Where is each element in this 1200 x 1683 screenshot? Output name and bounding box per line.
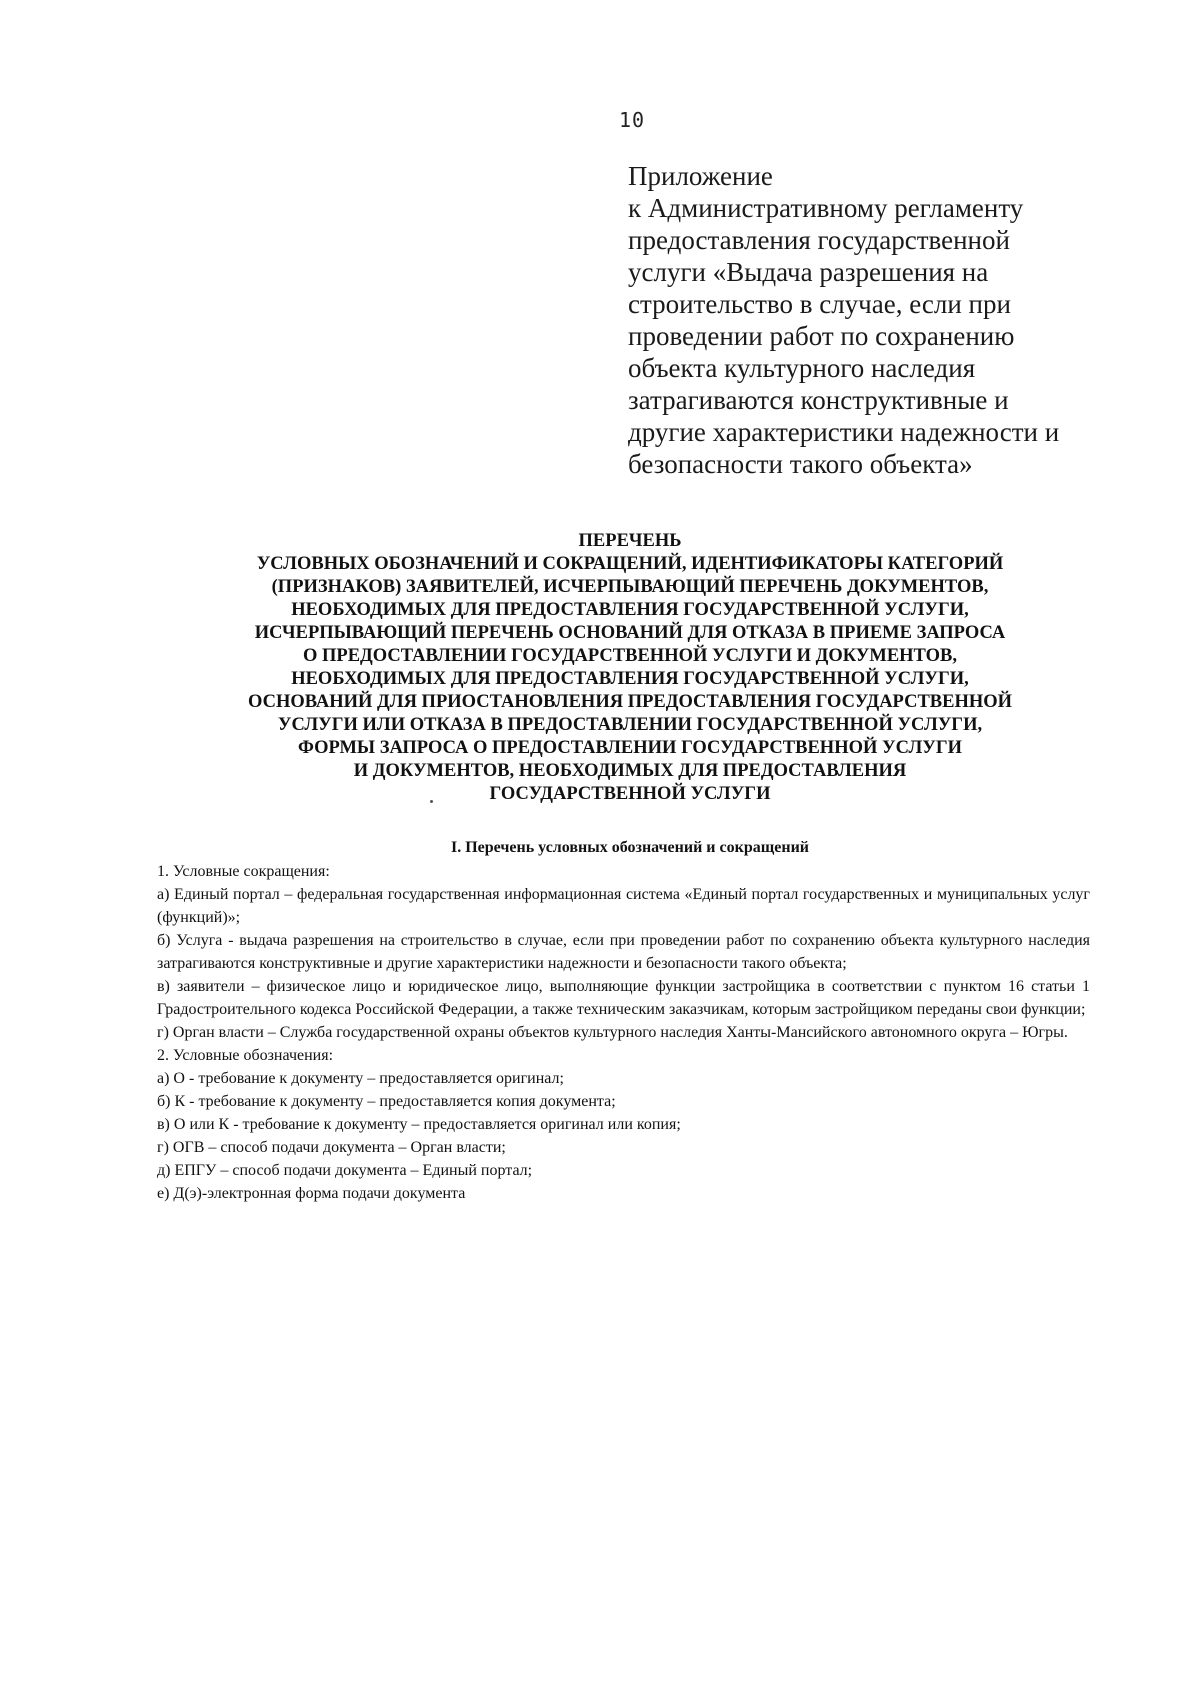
paragraph: б) Услуга - выдача разрешения на строительство в случае, если при проведении работ по сохранению объекта культурного наследия затрагиваются конструктивные и другие характеристики надежности и безопасности такого объекта; <box>157 932 1090 972</box>
paragraph: б) К - требование к документу – предоставляется копия документа; <box>157 1093 616 1110</box>
paragraph: а) О - требование к документу – предоставляется оригинал; <box>157 1070 564 1087</box>
appendix-line: к Административному регламенту <box>628 193 1024 223</box>
paragraph: в) О или К - требование к документу – предоставляется оригинал или копия; <box>157 1116 681 1133</box>
paragraph: в) заявители – физическое лицо и юридическое лицо, выполняющие функции застройщика в соответствии с пунктом 16 статьи 1 Градостроительного кодекса Российской Федерации, а также техническим заказчикам, которым застройщиком переданы свои функции; <box>157 978 1090 1018</box>
title-line: ОСНОВАНИЙ ДЛЯ ПРИОСТАНОВЛЕНИЯ ПРЕДОСТАВЛЕНИЯ ГОСУДАРСТВЕННОЙ <box>247 692 1013 712</box>
paragraph: а) Единый портал – федеральная государственная информационная система «Единый портал государственных и муниципальных услуг (функций)»; <box>157 886 1090 926</box>
document-title <box>150 530 1110 806</box>
paragraph: г) ОГВ – способ подачи документа – Орган власти; <box>157 1139 506 1156</box>
paragraph: г) Орган власти – Служба государственной охраны объектов культурного наследия Ханты-Мансийского автономного округа – Югры. <box>157 1024 1068 1041</box>
paragraph: е) Д(э)-электронная форма подачи документа <box>157 1185 466 1202</box>
title-line: ГОСУДАРСТВЕННОЙ УСЛУГИ <box>489 784 771 804</box>
scan-speck <box>430 800 433 803</box>
appendix-line: объекта культурного наследия <box>628 353 976 383</box>
paragraph: 2. Условные обозначения: <box>157 1047 334 1064</box>
title-line: О ПРЕДОСТАВЛЕНИИ ГОСУДАРСТВЕННОЙ УСЛУГИ И ДОКУМЕНТОВ, <box>302 646 958 666</box>
appendix-line: безопасности такого объекта» <box>628 449 973 479</box>
appendix-line: строительство в случае, если при <box>628 289 1011 319</box>
appendix-header <box>628 160 1098 480</box>
title-line: ПЕРЕЧЕНЬ <box>578 531 682 551</box>
title-line: УСЛУГИ ИЛИ ОТКАЗА В ПРЕДОСТАВЛЕНИИ ГОСУДАРСТВЕННОЙ УСЛУГИ, <box>277 715 983 735</box>
section-heading: I. Перечень условных обозначений и сокращений <box>451 839 809 856</box>
paragraph: д) ЕПГУ – способ подачи документа – Единый портал; <box>157 1162 533 1179</box>
document-body <box>157 860 1090 1205</box>
appendix-line: другие характеристики надежности и <box>628 417 1060 447</box>
appendix-line: проведении работ по сохранению <box>628 321 1015 351</box>
title-line: НЕОБХОДИМЫХ ДЛЯ ПРЕДОСТАВЛЕНИЯ ГОСУДАРСТВЕННОЙ УСЛУГИ, <box>291 600 969 620</box>
appendix-line: затрагиваются конструктивные и <box>628 385 1009 415</box>
appendix-line: Приложение <box>628 161 773 191</box>
title-line: И ДОКУМЕНТОВ, НЕОБХОДИМЫХ ДЛЯ ПРЕДОСТАВЛЕНИЯ <box>353 761 907 781</box>
title-line: ИСЧЕРПЫВАЮЩИЙ ПЕРЕЧЕНЬ ОСНОВАНИЙ ДЛЯ ОТКАЗА В ПРИЕМЕ ЗАПРОСА <box>254 623 1006 643</box>
appendix-line: предоставления государственной <box>628 225 1010 255</box>
title-line: НЕОБХОДИМЫХ ДЛЯ ПРЕДОСТАВЛЕНИЯ ГОСУДАРСТВЕННОЙ УСЛУГИ, <box>291 669 969 689</box>
page-number: 10 <box>618 108 646 132</box>
appendix-line: услуги «Выдача разрешения на <box>628 257 989 287</box>
paragraph: 1. Условные сокращения: <box>157 863 330 880</box>
title-line: (ПРИЗНАКОВ) ЗАЯВИТЕЛЕЙ, ИСЧЕРПЫВАЮЩИЙ ПЕРЕЧЕНЬ ДОКУМЕНТОВ, <box>271 577 989 597</box>
title-line: ФОРМЫ ЗАПРОСА О ПРЕДОСТАВЛЕНИИ ГОСУДАРСТВЕННОЙ УСЛУГИ <box>298 738 962 758</box>
title-line: УСЛОВНЫХ ОБОЗНАЧЕНИЙ И СОКРАЩЕНИЙ, ИДЕНТИФИКАТОРЫ КАТЕГОРИЙ <box>256 554 1004 574</box>
